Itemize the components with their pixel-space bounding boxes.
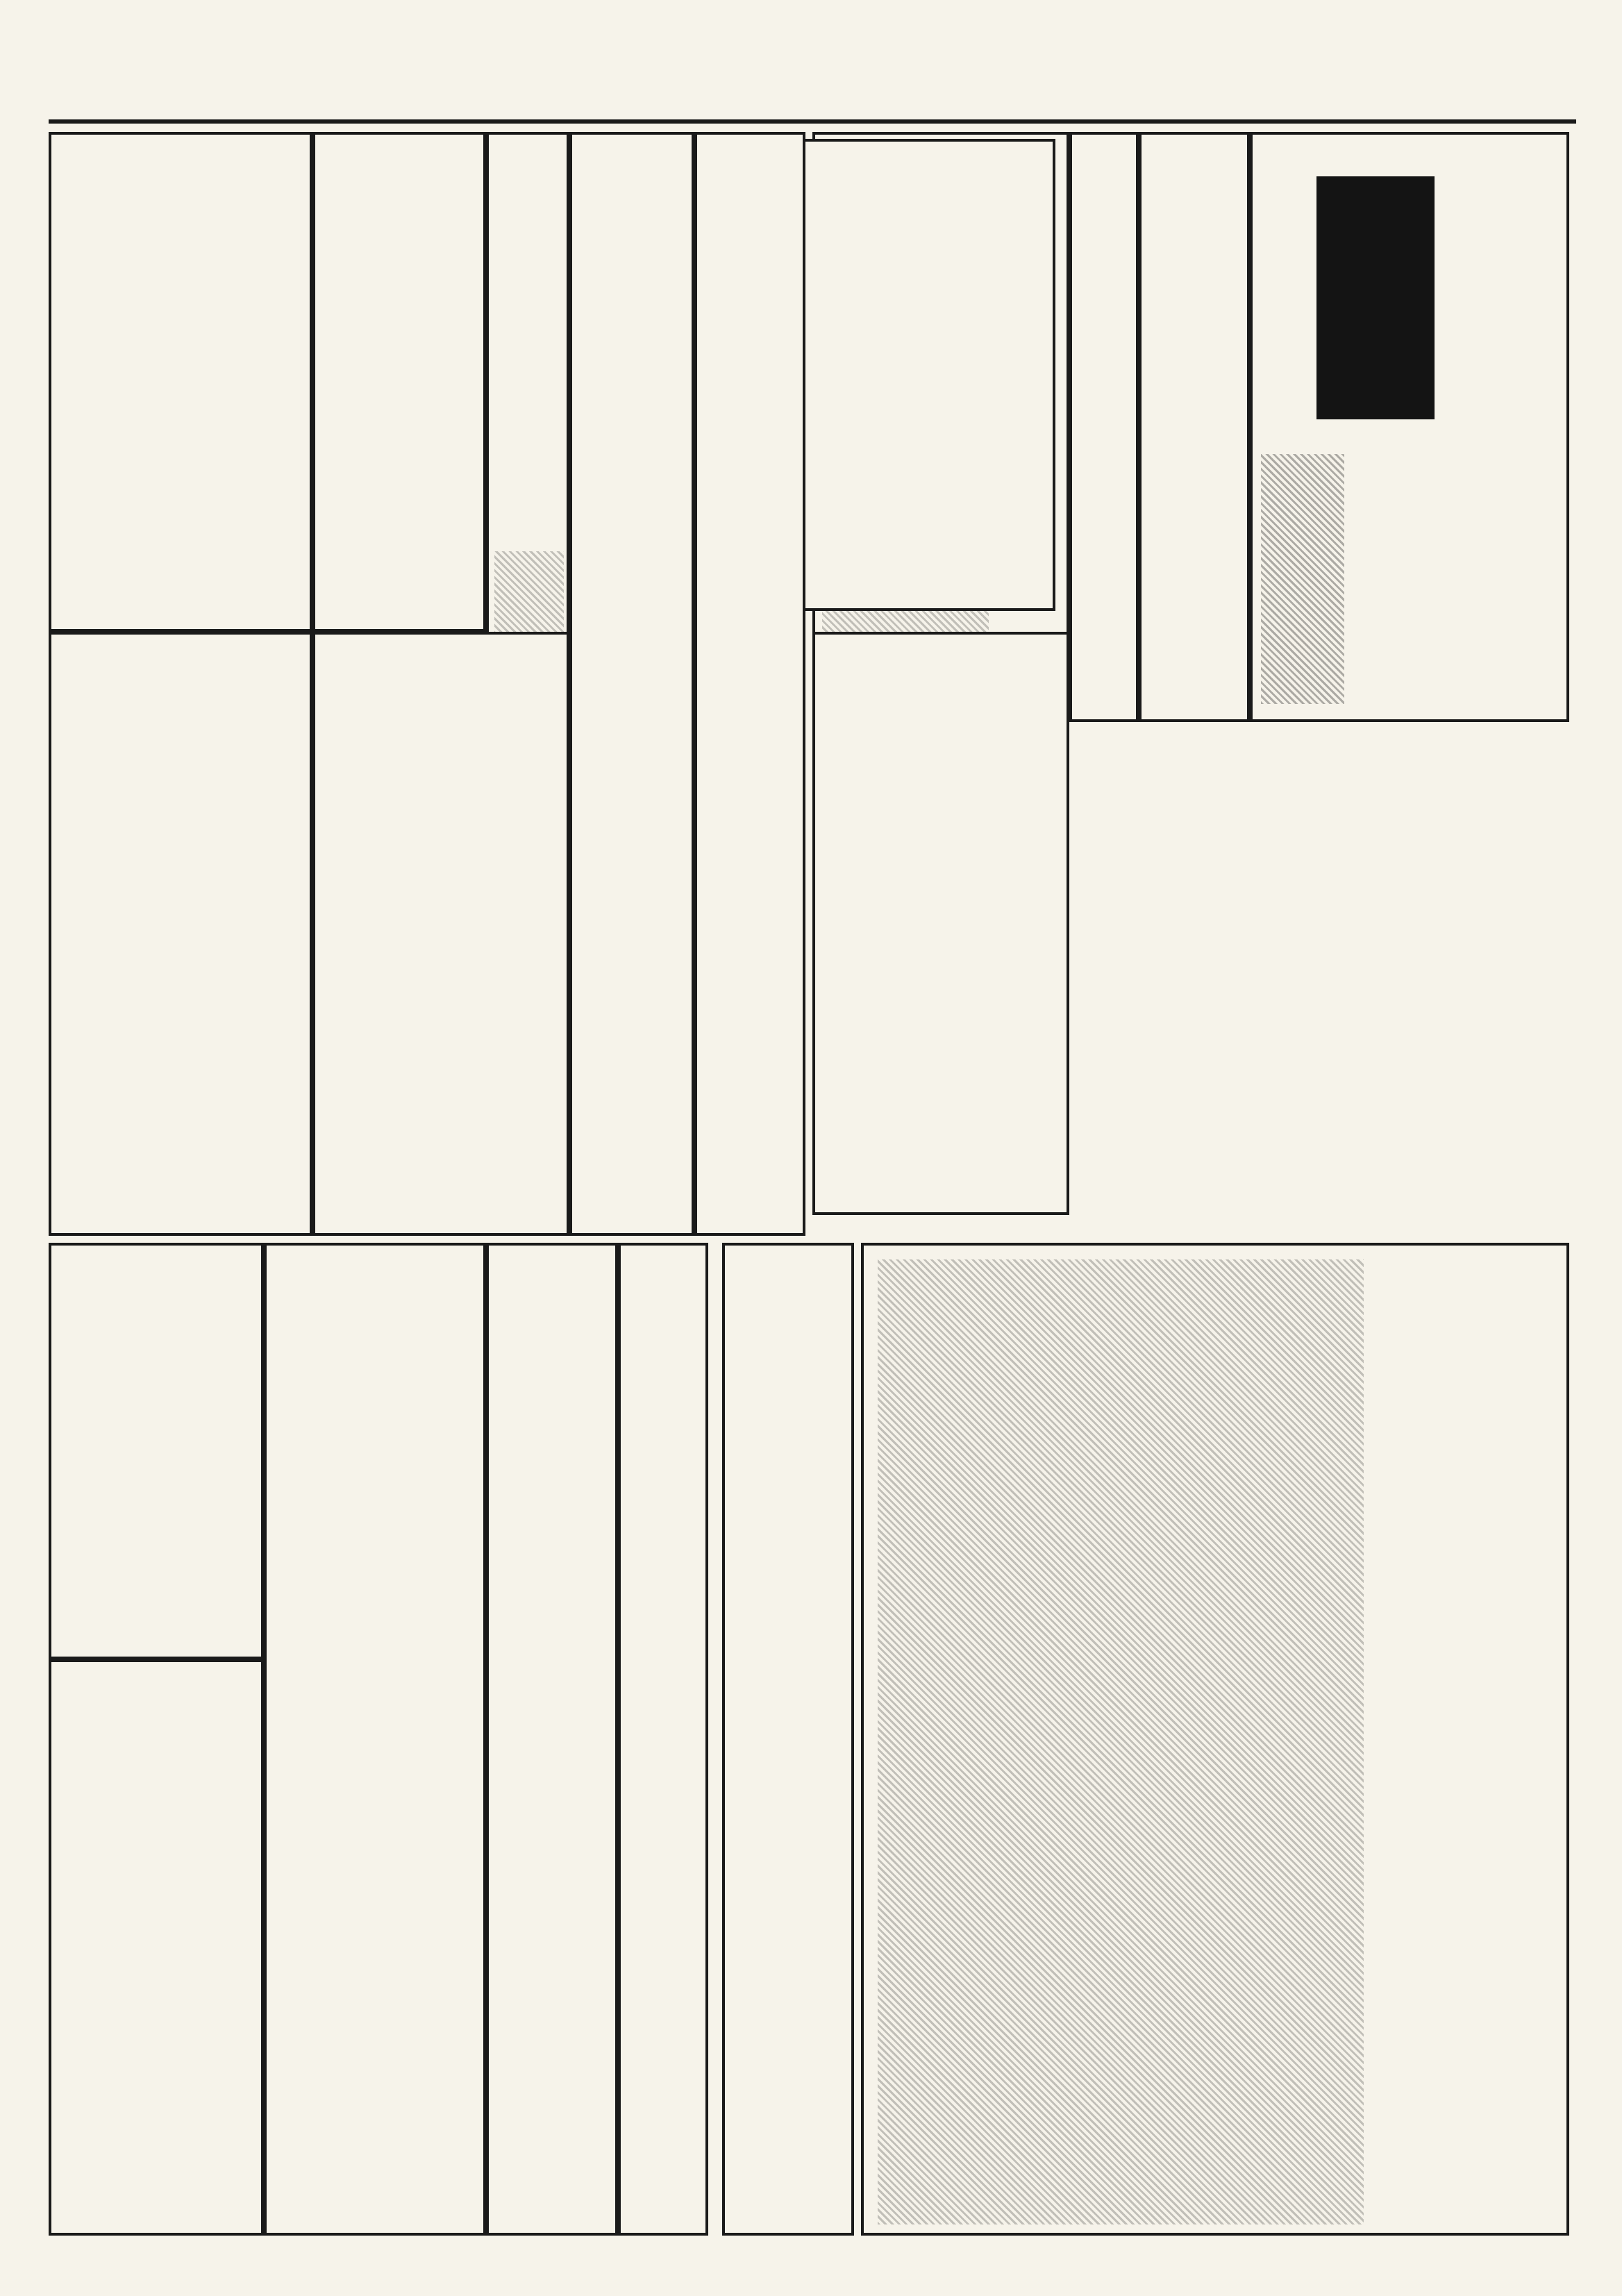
column-houshen	[861, 1243, 1569, 2236]
ad-fineprint	[1261, 454, 1344, 704]
ad-beifang-shitang	[49, 132, 312, 632]
ad-huazhong-barber	[722, 1243, 854, 2236]
ad-nanyang-auto	[812, 632, 1069, 1215]
ad-accounting	[486, 1243, 618, 2236]
ad-yingong-cinema	[778, 139, 1055, 611]
ad-hengdeli	[569, 132, 694, 1236]
masthead-rule	[49, 119, 1576, 124]
ad-nanjing-restaurant	[49, 1243, 264, 1659]
ad-dongfang-goods	[1069, 132, 1139, 722]
ad-dongfang-store	[1139, 132, 1250, 722]
ad-damao-bank	[694, 132, 805, 1236]
logo-panel	[1316, 176, 1435, 419]
ad-yuandong-cinema	[312, 632, 569, 1236]
ad-minzhong-cinema	[312, 132, 486, 632]
ad-tianlun-silk	[618, 1243, 708, 2236]
column-text	[878, 1259, 1364, 2224]
ad-juxing-auto	[49, 632, 312, 1236]
ad-medicine	[1250, 132, 1569, 722]
ad-ymca-performance	[264, 1243, 486, 2236]
ad-shanghai-shitang	[49, 1659, 264, 2236]
